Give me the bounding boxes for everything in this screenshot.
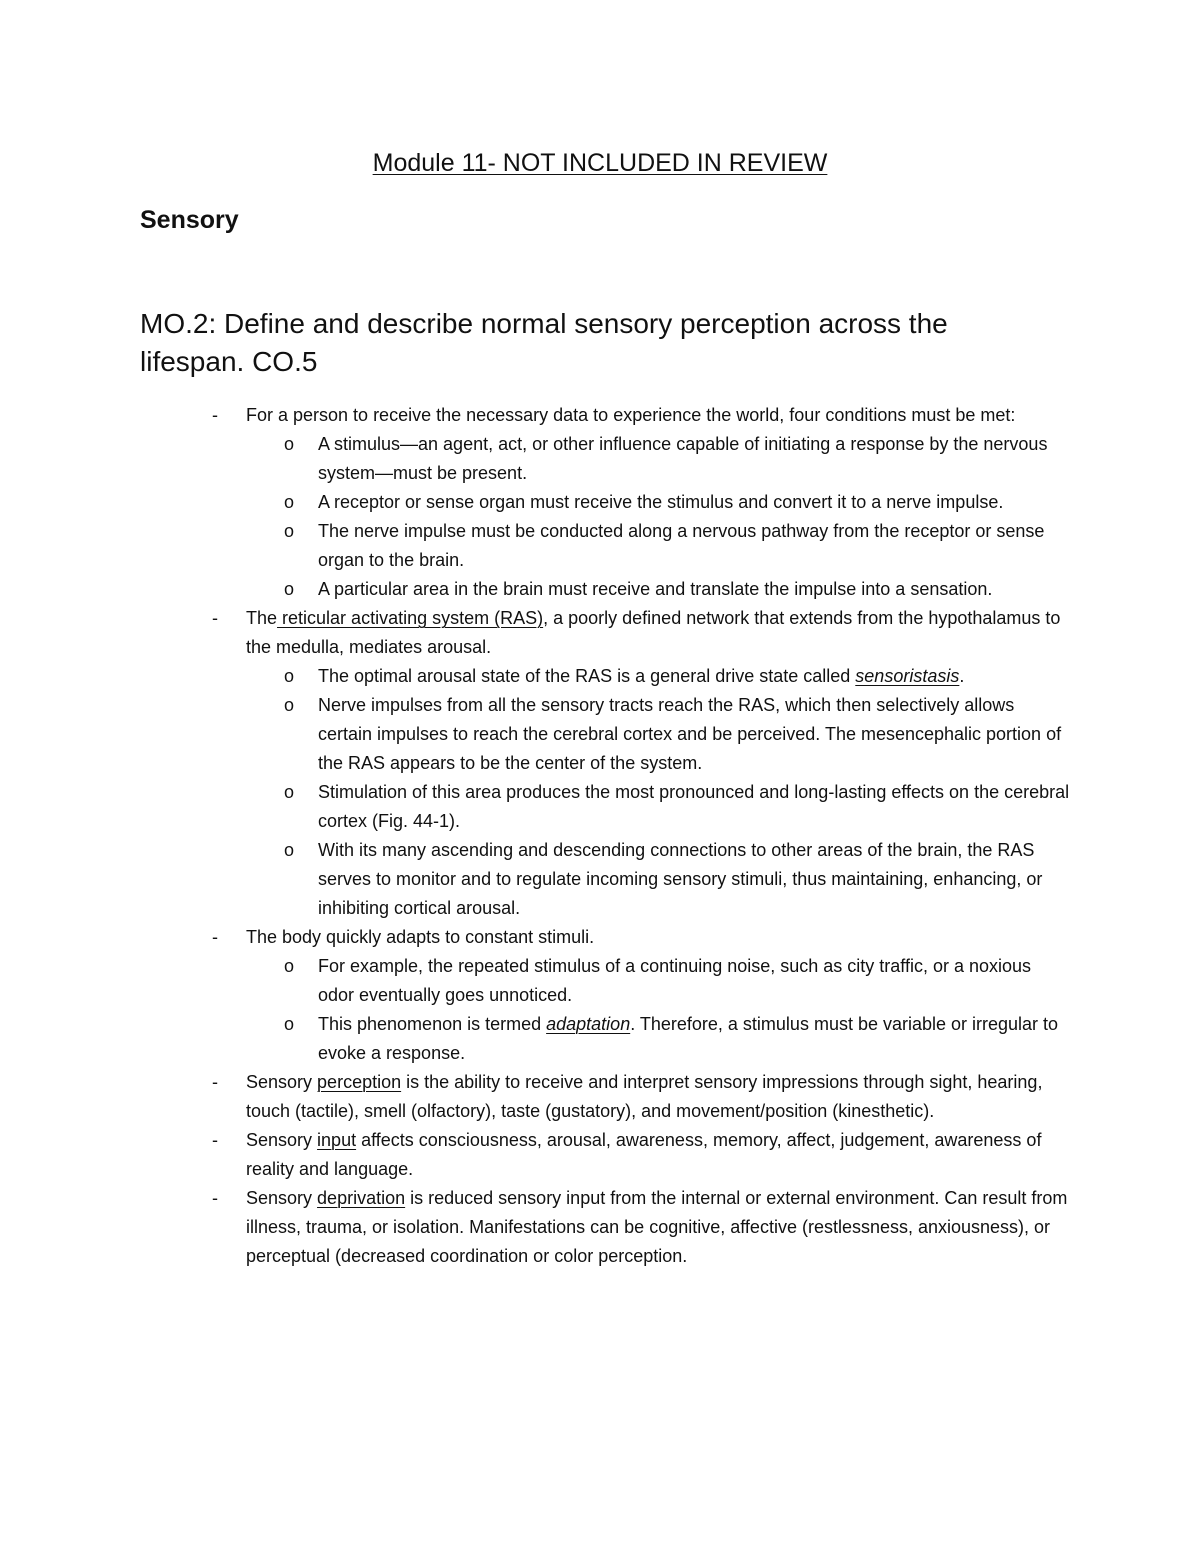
bullet-marker: o [284,956,295,976]
bullet-marker: o [284,579,295,599]
sub-list-item: o The optimal arousal state of the RAS is a general drive state called sensoristasis. [140,662,1070,691]
term-sensoristasis: sensoristasis [855,666,960,686]
list-item: - The reticular activating system (RAS), a poorly defined network that extends from the hypothalamus to the medulla, mediates arousal. [140,604,1070,662]
dash-marker: - [212,1188,218,1208]
sub-list-item: o Nerve impulses from all the sensory tracts reach the RAS, which then selectively allows certain impulses to reach the cerebral cortex and be perceived. The mesencephalic portion of the RAS appears to be the center of the system. [140,691,1070,778]
bullet-marker: o [284,666,295,686]
term-perception: perception [317,1072,402,1092]
sub-list-item: o Stimulation of this area produces the most pronounced and long-lasting effects on the cerebral cortex (Fig. 44-1). [140,778,1070,836]
bullet-marker: o [284,521,295,541]
bullet-marker: o [284,1014,295,1034]
dash-marker: - [212,1130,218,1150]
term-deprivation: deprivation [317,1188,406,1208]
sub-list-item: o With its many ascending and descending connections to other areas of the brain, the RAS serves to monitor and to regulate incoming sensory stimuli, thus maintaining, enhancing, or inhibiting cortical arousal. [140,836,1070,923]
bullet-marker: o [284,434,295,454]
bullet-marker: o [284,782,295,802]
sub-list-item: o The nerve impulse must be conducted along a nervous pathway from the receptor or sense organ to the brain. [140,517,1070,575]
list-item: - The body quickly adapts to constant stimuli. [140,923,1070,952]
sub-list-item: o This phenomenon is termed adaptation. Therefore, a stimulus must be variable or irregular to evoke a response. [140,1010,1070,1068]
notes-list [140,401,1070,1271]
sub-list-item: o For example, the repeated stimulus of a continuing noise, such as city traffic, or a noxious odor eventually goes unnoticed. [140,952,1070,1010]
sub-list-item: o A particular area in the brain must receive and translate the impulse into a sensation. [140,575,1070,604]
list-item: - For a person to receive the necessary data to experience the world, four conditions must be met: [140,401,1070,430]
dash-marker: - [212,1072,218,1092]
sub-list-item: o A receptor or sense organ must receive the stimulus and convert it to a nerve impulse. [140,488,1070,517]
sub-list-item: o A stimulus—an agent, act, or other influence capable of initiating a response by the nervous system—must be present. [140,430,1070,488]
dash-marker: - [212,608,218,628]
objective-heading: MO.2: Define and describe normal sensory perception across the lifespan. CO.5 [140,308,948,377]
term-input: input [317,1130,357,1150]
bullet-marker: o [284,695,295,715]
term-ras: reticular activating system (RAS) [277,608,544,628]
section-heading: Sensory [140,206,239,234]
dash-marker: - [212,405,218,425]
list-item: - Sensory deprivation is reduced sensory input from the internal or external environment. Can result from illness, trauma, or isolation. Manifestations can be cognitive, affective (restlessness, anxiousness), or perceptual (decreased coordination or color perception. [140,1184,1070,1271]
list-item: - Sensory perception is the ability to receive and interpret sensory impressions through sight, hearing, touch (tactile), smell (olfactory), taste (gustatory), and movement/position (kinesthetic). [140,1068,1070,1126]
dash-marker: - [212,927,218,947]
bullet-marker: o [284,840,295,860]
bullet-marker: o [284,492,295,512]
term-adaptation: adaptation [546,1014,631,1034]
page-title: Module 11- NOT INCLUDED IN REVIEW [372,149,828,177]
list-item: - Sensory input affects consciousness, arousal, awareness, memory, affect, judgement, awareness of reality and language. [140,1126,1070,1184]
